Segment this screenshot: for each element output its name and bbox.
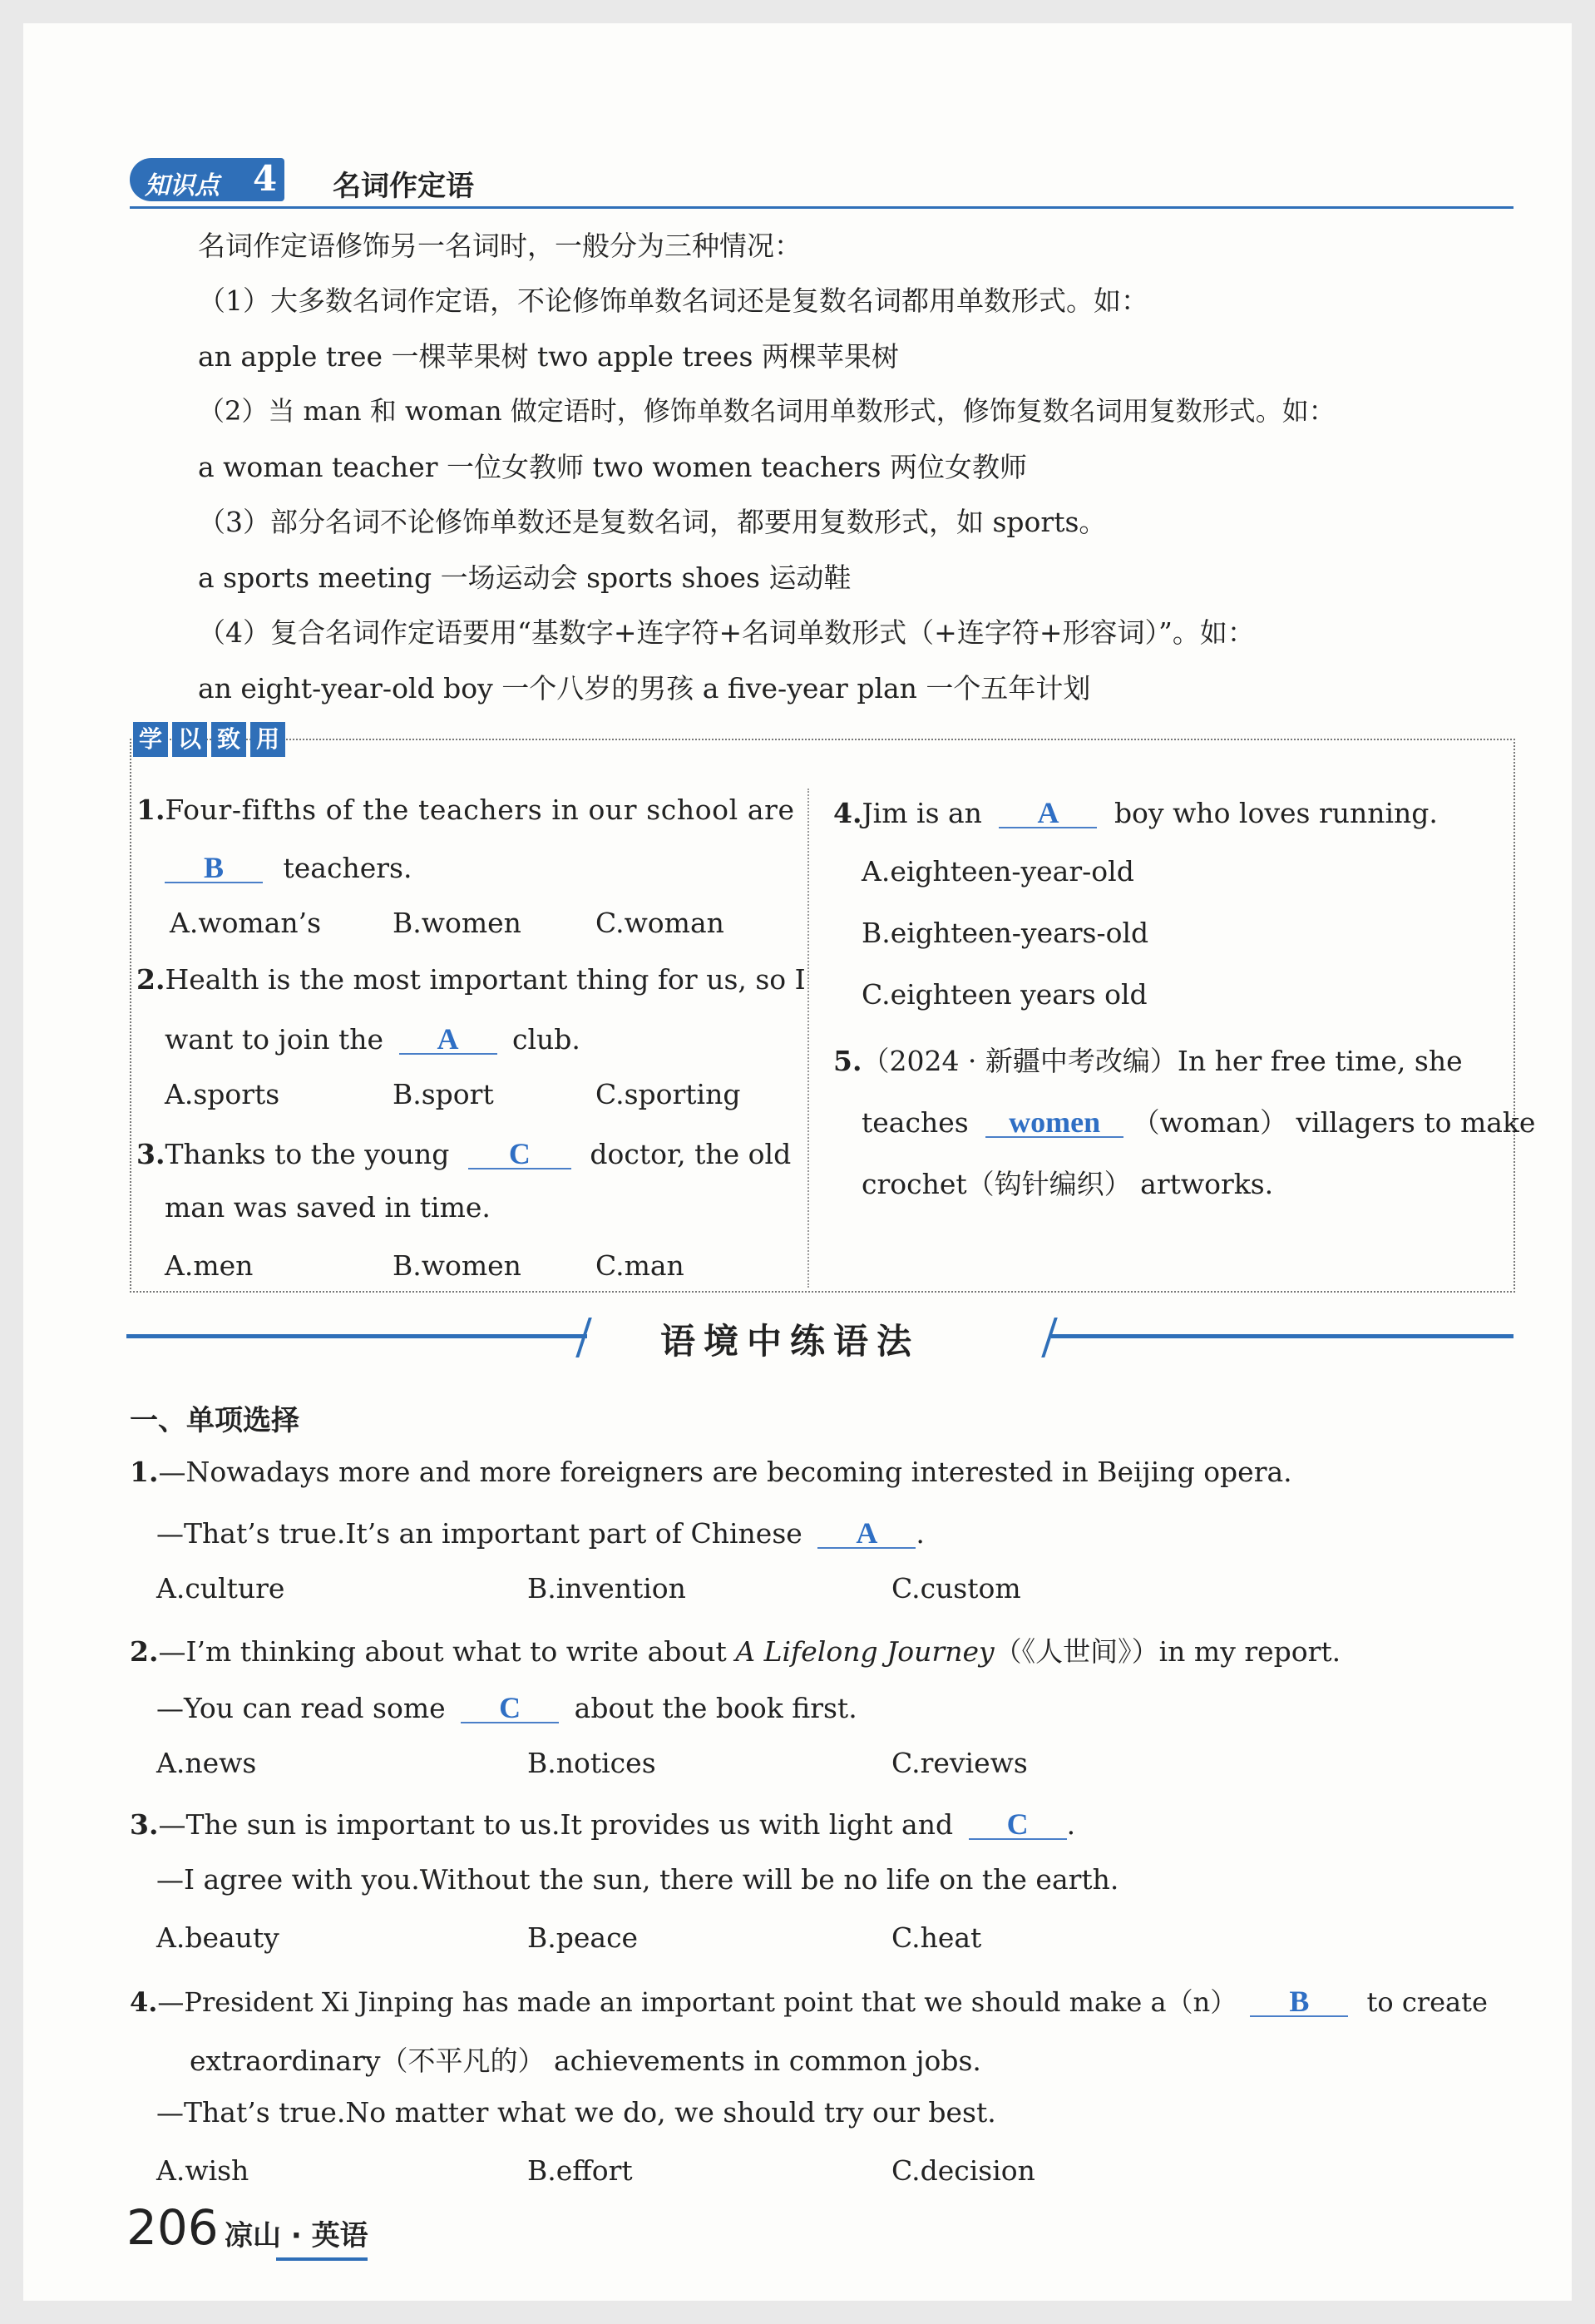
question-text: Health is the most important thing for us, so I [165, 963, 806, 996]
intro-line: （1）大多数名词作定语，不论修饰单数名词还是复数名词都用单数形式。如： [198, 284, 1148, 317]
intro-line: （2）当 man 和 woman 做定语时，修饰单数名词用单数形式，修饰复数名词用复数形式。如： [198, 395, 1336, 427]
footer-underline [276, 2257, 368, 2261]
question-text: teachers. [283, 852, 412, 884]
option[interactable]: B.notices [527, 1747, 656, 1779]
question-text: . [916, 1517, 925, 1550]
practice-q2-line2 [165, 1020, 580, 1056]
practice-q2 [136, 963, 806, 996]
question-text: crochet（钩针编织） artworks. [862, 1168, 1274, 1200]
question-text: doctor, the old [590, 1138, 792, 1170]
option[interactable]: A.men [165, 1249, 254, 1282]
option[interactable]: B.peace [527, 1921, 639, 1954]
option[interactable]: C.eighteen years old [862, 978, 1148, 1011]
question-text: （《人世间》）in my report. [994, 1635, 1341, 1668]
section-rule-left [126, 1334, 587, 1338]
answer-blank[interactable] [817, 1514, 916, 1549]
answer-blank[interactable] [1250, 1982, 1348, 2017]
question-number: 2. [136, 963, 165, 996]
knowledge-title: 名词作定语 [333, 170, 474, 203]
question-number: 1. [136, 794, 165, 826]
mcq-2 [130, 1630, 1341, 1669]
question-text: about the book first. [574, 1692, 857, 1724]
intro-line: an eight-year-old boy 一个八岁的男孩 a five-year plan 一个五年计划 [198, 672, 1091, 705]
practice-q5-line2 [862, 1101, 1535, 1140]
question-text: man was saved in time. [165, 1191, 491, 1224]
answer-text: women [1009, 1105, 1101, 1139]
answer-blank[interactable] [999, 794, 1097, 828]
option[interactable]: B.women [393, 907, 521, 939]
practice-q3 [136, 1135, 791, 1170]
option[interactable]: A.woman’s [170, 907, 322, 939]
answer-text: B [203, 851, 224, 884]
page-number: 206 [126, 2199, 219, 2256]
option[interactable]: B.sport [393, 1078, 494, 1110]
question-number: 3. [130, 1808, 159, 1841]
section-rule-right [1051, 1334, 1514, 1338]
question-text: —I’m thinking about what to write about [158, 1635, 736, 1668]
question-text: —That’s true.It’s an important part of Chinese [156, 1517, 802, 1550]
mcq-3 [130, 1805, 1075, 1841]
question-text: to create [1366, 1986, 1488, 2018]
answer-text: B [1289, 1985, 1310, 2018]
practice-label-char: 以 [172, 722, 207, 757]
question-text: —I agree with you.Without the sun, there will be no life on the earth. [156, 1863, 1119, 1896]
option[interactable]: A.sports [165, 1078, 280, 1110]
question-text: —That’s true.No matter what we do, we should try our best. [156, 2096, 996, 2129]
practice-q1 [136, 794, 795, 826]
question-number: 4. [833, 797, 862, 829]
intro-line: 名词作定语修饰另一名词时，一般分为三种情况： [198, 230, 802, 262]
practice-q1-line2 [165, 848, 412, 884]
option[interactable]: C.man [595, 1249, 684, 1282]
question-number: 4. [130, 1986, 158, 2018]
part-title: 一、单项选择 [130, 1404, 299, 1437]
question-text: Jim is an [862, 797, 982, 829]
intro-line: an apple tree 一棵苹果树 two apple trees 两棵苹果树 [198, 340, 899, 373]
question-text: Thanks to the young [165, 1138, 450, 1170]
answer-text: C [1006, 1807, 1029, 1841]
question-text: （2024 · 新疆中考改编）In her free time, she [862, 1045, 1463, 1077]
answer-blank[interactable] [969, 1805, 1067, 1840]
knowledge-badge [130, 158, 284, 201]
answer-text: A [856, 1516, 878, 1550]
book-title: A Lifelong Journey [735, 1635, 995, 1668]
section-title: 语境中练语法 [660, 1321, 921, 1362]
question-number: 5. [833, 1045, 862, 1077]
badge-number: 4 [253, 158, 278, 199]
option[interactable]: B.eighteen-years-old [862, 917, 1149, 949]
question-text: （woman） villagers to make [1132, 1106, 1536, 1139]
question-number: 3. [136, 1138, 165, 1170]
page [23, 23, 1572, 2301]
answer-text: C [499, 1691, 521, 1724]
badge-text: 知识点 [145, 171, 220, 200]
question-text: club. [512, 1023, 580, 1056]
question-text: —Nowadays more and more foreigners are becoming interested in Beijing opera. [158, 1456, 1292, 1488]
option[interactable]: A.wish [156, 2154, 249, 2187]
practice-q4 [833, 794, 1438, 829]
mcq-4 [130, 1981, 1488, 2020]
option[interactable]: C.reviews [891, 1747, 1028, 1779]
intro-line: （4）复合名词作定语要用“基数字+连字符+名词单数形式（+连字符+形容词）”。如： [198, 616, 1255, 649]
answer-blank[interactable] [985, 1103, 1123, 1138]
option[interactable]: C.heat [891, 1921, 982, 1954]
intro-line: （3）部分名词不论修饰单数还是复数名词，都要用复数形式，如 sports。 [198, 506, 1107, 538]
option[interactable]: C.custom [891, 1572, 1021, 1605]
answer-blank[interactable] [399, 1020, 497, 1055]
answer-text: C [508, 1137, 531, 1170]
question-text: —You can read some [156, 1692, 446, 1724]
option[interactable]: B.women [393, 1249, 521, 1282]
option[interactable]: B.invention [527, 1572, 686, 1605]
option[interactable]: B.effort [527, 2154, 633, 2187]
question-text: —President Xi Jinping has made an important point that we should make a（n） [157, 1986, 1237, 2018]
question-text: Four-fifths of the teachers in our school are [165, 794, 795, 826]
mcq-1-line2 [156, 1514, 925, 1550]
practice-label-char: 学 [133, 722, 168, 757]
question-text: teaches [862, 1106, 969, 1139]
practice-label [133, 722, 285, 757]
answer-text: A [437, 1022, 459, 1056]
option[interactable]: A.beauty [156, 1921, 279, 1954]
intro-line: a sports meeting 一场运动会 sports shoes 运动鞋 [198, 561, 852, 594]
option[interactable]: C.sporting [595, 1078, 741, 1110]
mcq-2-line2 [156, 1689, 857, 1724]
option[interactable]: A.news [156, 1747, 257, 1779]
header-rule [130, 206, 1514, 209]
practice-label-char: 用 [250, 722, 285, 757]
question-text: extraordinary（不平凡的） achievements in common jobs. [190, 2045, 981, 2077]
question-text: —The sun is important to us.It provides us with light and [158, 1808, 954, 1841]
question-number: 2. [130, 1635, 159, 1668]
option[interactable]: C.woman [595, 907, 724, 939]
practice-q5 [833, 1040, 1463, 1079]
answer-blank[interactable] [165, 848, 263, 883]
question-text: . [1066, 1808, 1076, 1841]
answer-blank[interactable] [468, 1135, 571, 1169]
question-number: 1. [130, 1456, 159, 1488]
intro-line: a woman teacher 一位女教师 two women teachers 两位女教师 [198, 451, 1027, 483]
practice-label-char: 致 [211, 722, 246, 757]
mcq-1 [130, 1456, 1292, 1488]
answer-blank[interactable] [461, 1689, 559, 1723]
question-text: boy who loves running. [1114, 797, 1438, 829]
option[interactable]: A.culture [156, 1572, 285, 1605]
answer-text: A [1037, 796, 1059, 829]
book-name: 凉山 · 英语 [225, 2219, 368, 2252]
option[interactable]: A.eighteen-year-old [862, 855, 1134, 888]
practice-divider [807, 789, 809, 1288]
question-text: want to join the [165, 1023, 383, 1056]
option[interactable]: C.decision [891, 2154, 1035, 2187]
